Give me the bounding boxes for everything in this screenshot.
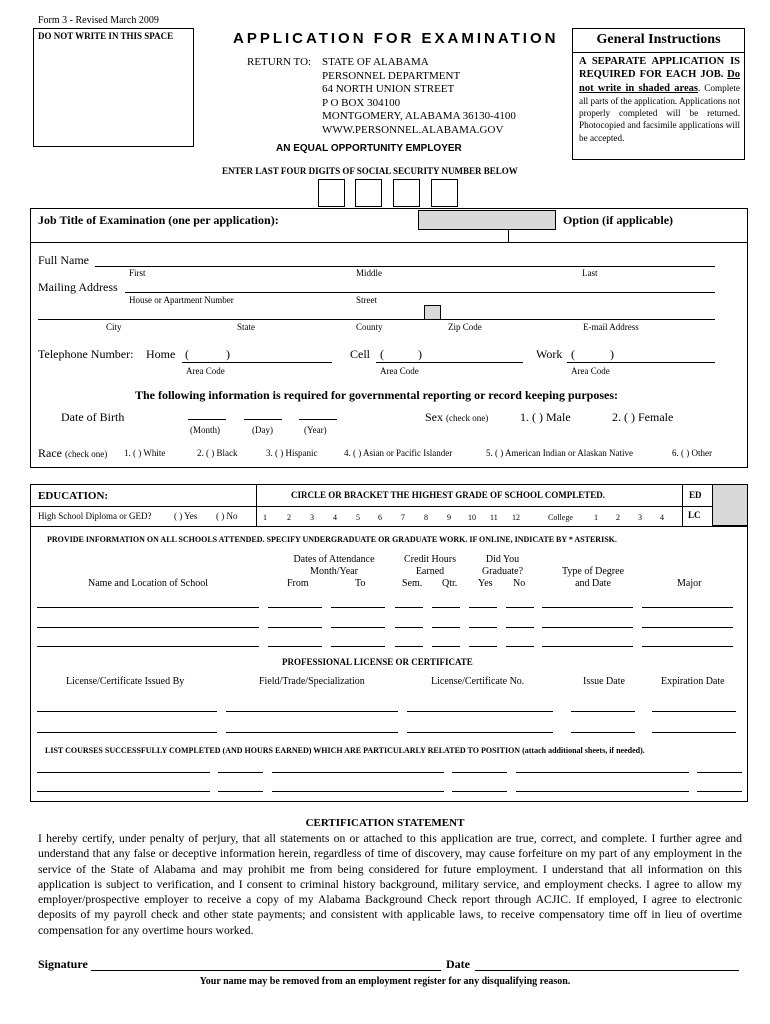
address-line: STATE OF ALABAMA	[322, 56, 429, 68]
month-year-header: Month/Year	[310, 566, 358, 577]
certification-heading: CERTIFICATION STATEMENT	[305, 817, 465, 829]
shaded-ed-box	[712, 484, 748, 526]
return-to-label: RETURN TO:	[247, 56, 312, 68]
sem-header: Sem.	[402, 578, 423, 589]
college-year-2[interactable]: 2	[616, 513, 620, 522]
ed-code: ED	[689, 490, 702, 500]
job-bottom-rule	[30, 242, 748, 243]
footer-note: Your name may be removed from an employment register for any disqualifying reason.	[199, 976, 571, 987]
zip-caption: Zip Code	[448, 322, 482, 332]
license-heading: PROFESSIONAL LICENSE OR CERTIFICATE	[282, 657, 473, 667]
license-expiration-header: Expiration Date	[661, 676, 725, 687]
cell-phone-line[interactable]	[376, 362, 523, 363]
hs-yes-option[interactable]: ( ) Yes	[174, 511, 198, 521]
edu-header-rule	[30, 506, 682, 507]
ssn-digit-box[interactable]	[431, 179, 458, 207]
address-line: PERSONNEL DEPARTMENT	[322, 69, 461, 82]
race-hint: (check one)	[64, 449, 108, 459]
edu-header-bottom-rule	[30, 526, 748, 527]
sex-hint: (check one)	[446, 413, 489, 423]
race-option-other[interactable]: 6. ( ) Other	[672, 448, 712, 458]
form-title: APPLICATION FOR EXAMINATION	[233, 30, 559, 47]
dob-label: Date of Birth	[61, 410, 125, 424]
cell-paren-close: )	[418, 347, 422, 361]
certification-body: I hereby certify, under penalty of perjury, that all statements on or attached to this application are true, correct, and complete. I further agree and understand that any false or deceptive information herein, regardless of time of discovery, may cause forfeiture on my part of any employment in the service of the State of Alabama and may prohibit me from being considered for future employment. I understand that all information on this application is subject to verification, and I consent to criminal history background, military service, and employment checks. I agree to allow my employer/prospective employer to receive a copy of my Alabama Background Check report through ACJIC. If employed, I agree to electronic deposits of my payroll check and other state payments; and consistent with applicable laws, to receive compensatory time off in lieu of overtime compensation for any overtime hours worked.	[38, 832, 742, 937]
did-you-header: Did You	[485, 554, 520, 565]
grade-7[interactable]: 7	[401, 513, 405, 522]
dates-header: Dates of Attendance	[293, 554, 375, 565]
qtr-header: Qtr.	[442, 578, 458, 589]
grade-4[interactable]: 4	[333, 513, 337, 522]
house-caption: House or Apartment Number	[129, 295, 234, 305]
lc-code: LC	[688, 510, 701, 520]
signature-label: Signature	[38, 957, 88, 971]
address-line: MONTGOMERY, ALABAMA 36130-4100	[322, 110, 516, 123]
grade-9[interactable]: 9	[447, 513, 451, 522]
mailing-address-label: Mailing Address	[38, 280, 118, 294]
license-field-header: Field/Trade/Specialization	[259, 676, 365, 687]
grad-yes-header: Yes	[478, 578, 493, 589]
gov-notice: The following information is required for governmental reporting or record keeping purposes:	[135, 388, 618, 402]
grade-1[interactable]: 1	[263, 513, 267, 522]
email-caption: E-mail Address	[583, 322, 639, 332]
dob-month-line[interactable]	[188, 419, 226, 420]
race-option-native[interactable]: 5. ( ) American Indian or Alaskan Native	[486, 448, 633, 458]
edu-code-divider	[682, 484, 683, 526]
college-year-3[interactable]: 3	[638, 513, 642, 522]
college-label: College	[548, 513, 573, 522]
grade-5[interactable]: 5	[356, 513, 360, 522]
do-not-write-label: DO NOT WRITE IN THIS SPACE	[38, 31, 174, 41]
race-option-white[interactable]: 1. ( ) White	[124, 448, 166, 458]
grade-10[interactable]: 10	[468, 513, 476, 522]
address-line: P O BOX 304100	[322, 96, 401, 109]
return-address	[322, 56, 516, 138]
to-header: To	[355, 578, 366, 589]
address-line: WWW.PERSONNEL.ALABAMA.GOV	[322, 123, 504, 136]
last-caption: Last	[582, 268, 598, 278]
cell-paren-open: (	[380, 347, 384, 361]
education-label: EDUCATION:	[38, 490, 109, 502]
ssn-digit-box[interactable]	[355, 179, 382, 207]
signature-date-line[interactable]	[475, 970, 739, 971]
middle-caption: Middle	[356, 268, 382, 278]
job-title-label[interactable]: Job Title of Examination (one per application):	[38, 213, 279, 227]
street-caption: Street	[356, 295, 377, 305]
city-caption: City	[106, 322, 122, 332]
cell-area-code-caption: Area Code	[380, 366, 419, 376]
dob-year-line[interactable]	[299, 419, 337, 420]
address-line: 64 NORTH UNION STREET	[322, 83, 455, 96]
full-name-line[interactable]	[95, 266, 715, 267]
instructions-body	[579, 55, 740, 144]
instructions-divider	[572, 52, 745, 53]
license-issue-header: Issue Date	[583, 676, 625, 687]
mailing-address-line[interactable]	[125, 292, 715, 293]
shaded-code-box	[418, 210, 556, 230]
college-year-1[interactable]: 1	[594, 513, 598, 522]
license-number-header: License/Certificate No.	[431, 676, 525, 687]
dob-month-caption: (Month)	[190, 425, 220, 435]
edu-header-divider	[256, 484, 257, 526]
date-label: Date	[446, 957, 470, 971]
ssn-digit-box[interactable]	[318, 179, 345, 207]
race-option-asian[interactable]: 4. ( ) Asian or Pacific Islander	[344, 448, 453, 458]
dob-day-caption: (Day)	[252, 425, 273, 435]
dob-day-line[interactable]	[244, 419, 282, 420]
work-paren-open: (	[571, 347, 575, 361]
college-year-4[interactable]: 4	[660, 513, 664, 522]
sex-label	[425, 410, 488, 425]
grad-no-header: No	[513, 578, 526, 589]
applicant-info-section	[30, 208, 748, 468]
ssn-digit-box[interactable]	[393, 179, 420, 207]
full-name-label: Full Name	[38, 253, 89, 267]
courses-heading: LIST COURSES SUCCESSFULLY COMPLETED (AND HOURS EARNED) WHICH ARE PARTICULARLY RELATED TO POSITION (attach additional sheets, if needed).	[45, 746, 645, 755]
sex-female-option[interactable]: 2. ( ) Female	[612, 410, 674, 424]
hs-question: High School Diploma or GED?	[38, 511, 152, 521]
race-option-black[interactable]: 2. ( ) Black	[197, 448, 238, 458]
signature-line[interactable]	[91, 970, 441, 971]
work-area-code-caption: Area Code	[571, 366, 610, 376]
from-header: From	[287, 578, 309, 589]
telephone-label: Telephone Number:	[38, 347, 134, 361]
instructions-text: . Complete all parts of the application. Applications not properly completed will be returned. Photocopied and facsimile applications will be accepted.	[579, 82, 741, 143]
grade-3[interactable]: 3	[310, 513, 314, 522]
instructions-bold: A SEPARATE APPLICATION IS REQUIRED FOR EACH JOB.	[579, 56, 740, 81]
grade-12[interactable]: 12	[512, 513, 520, 522]
race-label-text: Race	[38, 446, 62, 460]
city-line[interactable]	[38, 319, 715, 320]
shaded-county-box	[424, 305, 441, 320]
graduate-header: Graduate?	[481, 566, 524, 577]
grade-11[interactable]: 11	[490, 513, 498, 522]
home-area-code-caption: Area Code	[186, 366, 225, 376]
home-label: Home	[146, 347, 176, 361]
earned-header: Earned	[415, 566, 445, 577]
work-paren-close: )	[610, 347, 614, 361]
option-label[interactable]: Option (if applicable)	[563, 213, 674, 227]
grade-instruction: CIRCLE OR BRACKET THE HIGHEST GRADE OF SCHOOL COMPLETED.	[291, 490, 605, 500]
ssn-instruction: ENTER LAST FOUR DIGITS OF SOCIAL SECURITY NUMBER BELOW	[222, 166, 518, 176]
work-phone-line[interactable]	[567, 362, 715, 363]
hs-no-option[interactable]: ( ) No	[216, 511, 238, 521]
grade-6[interactable]: 6	[378, 513, 382, 522]
major-header: Major	[677, 578, 702, 589]
dob-year-caption: (Year)	[304, 425, 327, 435]
race-label	[38, 446, 107, 461]
first-caption: First	[129, 268, 146, 278]
office-use-box	[33, 28, 194, 147]
instructions-underline: Do not write in shaded areas	[579, 69, 741, 94]
sex-label-text: Sex	[425, 410, 443, 424]
sex-male-option[interactable]: 1. ( ) Male	[520, 410, 571, 424]
cell-label: Cell	[350, 347, 370, 361]
county-caption: County	[356, 322, 383, 332]
home-paren-open: (	[185, 347, 189, 361]
race-option-hispanic[interactable]: 3. ( ) Hispanic	[266, 448, 318, 458]
credit-hours-header: Credit Hours	[404, 554, 456, 565]
grade-2[interactable]: 2	[287, 513, 291, 522]
school-name-header: Name and Location of School	[88, 578, 208, 589]
degree-date-header: and Date	[575, 578, 611, 589]
home-phone-line[interactable]	[182, 362, 332, 363]
degree-header: Type of Degree	[561, 566, 625, 577]
schools-instruction: PROVIDE INFORMATION ON ALL SCHOOLS ATTENDED. SPECIFY UNDERGRADUATE OR GRADUATE WORK. IF ONLINE, INDICATE BY * ASTERISK.	[47, 535, 617, 544]
work-label: Work	[536, 347, 563, 361]
license-issuer-header: License/Certificate Issued By	[66, 676, 185, 687]
instructions-title: General Instructions	[596, 32, 721, 47]
home-paren-close: )	[226, 347, 230, 361]
form-id: Form 3 - Revised March 2009	[38, 15, 159, 26]
grade-8[interactable]: 8	[424, 513, 428, 522]
state-caption: State	[237, 322, 255, 332]
equal-opportunity: AN EQUAL OPPORTUNITY EMPLOYER	[276, 143, 462, 154]
